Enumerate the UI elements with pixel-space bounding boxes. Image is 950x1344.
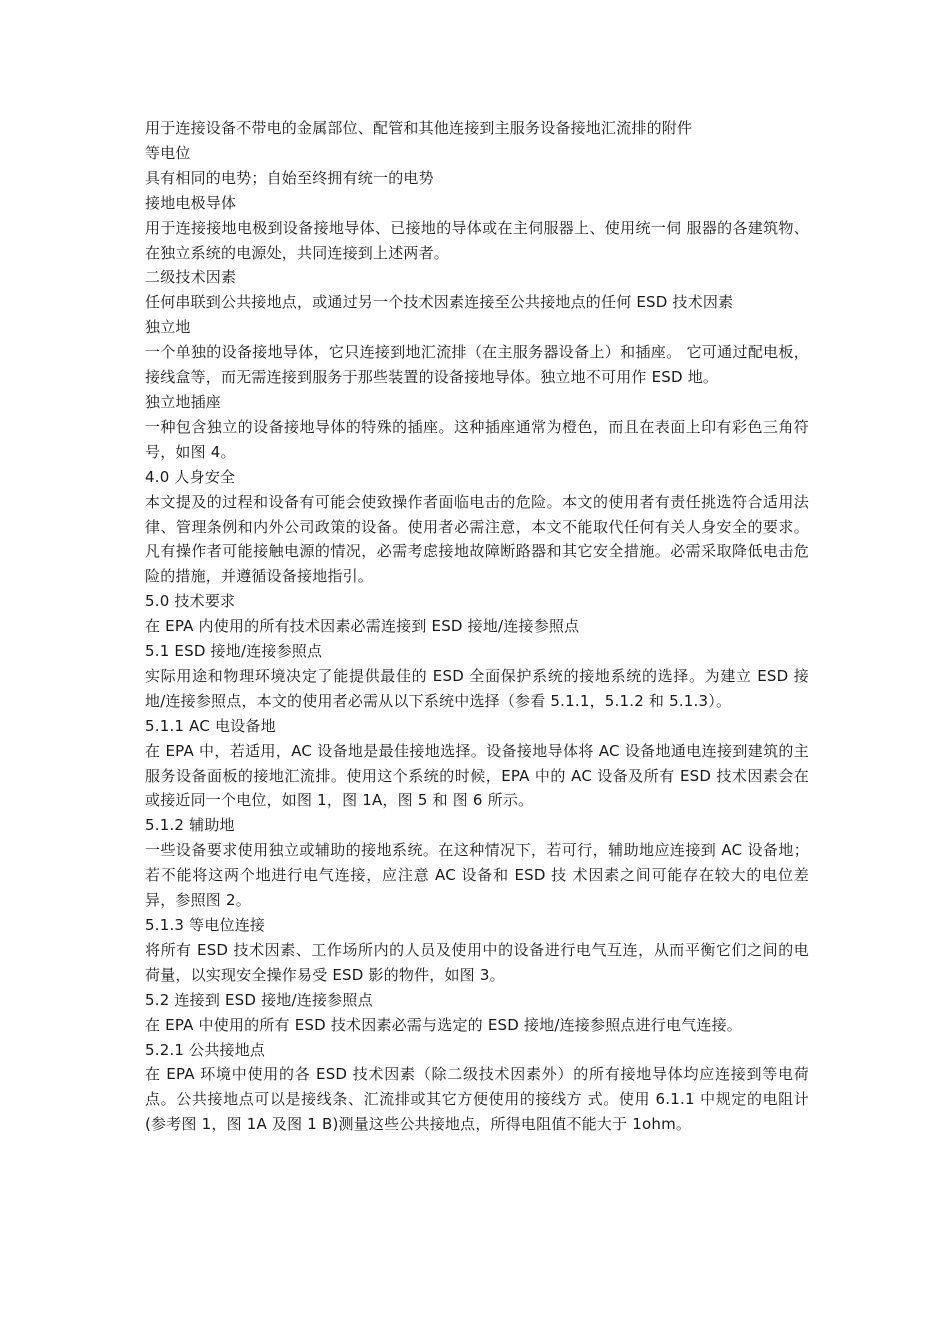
section-heading-5-1-2: 5.1.2 辅助地 bbox=[145, 816, 235, 835]
paragraph-common-ground-point: 在 EPA 环境中使用的各 ESD 技术因素（除二级技术因素外）的所有接地导体均应连接到等电荷点。公共接地点可以是接线条、汇流排或其它方便使用的接线方 式。使用 6.1.1 中规定的电阻计(参考图 1，图 1A 及图 1 B)测量这些公共接地点，所得电阻值不能大于 1ohm。 bbox=[145, 1065, 809, 1134]
paragraph-personnel-safety: 本文提及的过程和设备有可能会使致操作者面临电击的危险。本文的使用者有责任挑选符合适用法律、管理条例和内外公司政策的设备。使用者必需注意，本文不能取代任何有关人身安全的要求。凡有操作者可能接触电源的情况，必需考虑接地故障断路器和其它安全措施。必需采取降低电击危险的措施，并遵循设备接地指引。 bbox=[145, 492, 809, 586]
section-heading-5-1-1: 5.1.1 AC 电设备地 bbox=[145, 716, 276, 735]
section-heading-5-1: 5.1 ESD 接地/连接参照点 bbox=[145, 642, 323, 661]
paragraph-auxiliary-ground: 一些设备要求使用独立或辅助的接地系统。在这种情况下，若可行，辅助地应连接到 AC 设备地；若不能将这两个地进行电气连接，应注意 AC 设备和 ESD 技 术因素之间可能存在较大的电位差异，参照图 2。 bbox=[145, 841, 809, 910]
section-heading-4-0: 4.0 人身安全 bbox=[145, 467, 236, 486]
paragraph-equipotential-definition: 具有相同的电势；自始至终拥有统一的电势 bbox=[145, 168, 434, 187]
term-isolated-ground: 独立地 bbox=[145, 318, 191, 337]
paragraph-ac-equipment-ground: 在 EPA 中，若适用，AC 设备地是最佳接地选择。设备接地导体将 AC 设备地通电连接到建筑的主服务设备面板的接地汇流排。使用这个系统的时候，EPA 中的 AC 设备及所有 ESD 技术因素会在或接近同一个电位，如图 1，图 1A，图 5 和 图 6 所示。 bbox=[145, 741, 809, 810]
paragraph-technical-requirements: 在 EPA 内使用的所有技术因素必需连接到 ESD 接地/连接参照点 bbox=[145, 617, 580, 636]
paragraph-secondary-element-definition: 任何串联到公共接地点，或通过另一个技术因素连接至公共接地点的任何 ESD 技术因素 bbox=[145, 293, 734, 312]
paragraph-receptacle-definition: 一种包含独立的设备接地导体的特殊的插座。这种插座通常为橙色，而且在表面上印有彩色三角符号，如图 4。 bbox=[145, 417, 809, 461]
term-secondary-technical-element: 二级技术因素 bbox=[145, 268, 237, 287]
paragraph-grounding-electrode-definition: 用于连接接地电极到设备接地导体、已接地的导体或在主伺服器上、使用统一伺 服器的各建筑物、在独立系统的电源处，共同连接到上述两者。 bbox=[145, 218, 809, 262]
document-body bbox=[145, 116, 809, 1137]
term-grounding-electrode-conductor: 接地电极导体 bbox=[145, 193, 237, 212]
term-isolated-ground-receptacle: 独立地插座 bbox=[145, 392, 222, 411]
section-heading-5-2: 5.2 连接到 ESD 接地/连接参照点 bbox=[145, 990, 373, 1009]
section-heading-5-0: 5.0 技术要求 bbox=[145, 592, 236, 611]
section-heading-5-2-1: 5.2.1 公共接地点 bbox=[145, 1040, 266, 1059]
term-equipotential: 等电位 bbox=[145, 143, 191, 162]
paragraph-connection-requirement: 在 EPA 中使用的所有 ESD 技术因素必需与选定的 ESD 接地/连接参照点进行电气连接。 bbox=[145, 1015, 742, 1034]
paragraph-equipotential-bonding: 将所有 ESD 技术因素、工作场所内的人员及使用中的设备进行电气互连，从而平衡它们之间的电荷量，以实现安全操作易受 ESD 影的物件，如图 3。 bbox=[145, 940, 809, 984]
paragraph-isolated-ground-definition: 一个单独的设备接地导体，它只连接到地汇流排（在主服务器设备上）和插座。 它可通过配电板，接线盒等，而无需连接到服务于那些装置的设备接地导体。独立地不可用作 ESD 地。 bbox=[145, 343, 809, 387]
section-heading-5-1-3: 5.1.3 等电位连接 bbox=[145, 916, 266, 934]
paragraph-accessory-definition: 用于连接设备不带电的金属部位、配管和其他连接到主服务设备接地汇流排的附件 bbox=[145, 119, 693, 137]
paragraph-ground-reference-selection: 实际用途和物理环境决定了能提供最佳的 ESD 全面保护系统的接地系统的选择。为建立 ESD 接地/连接参照点，本文的使用者必需从以下系统中选择（参看 5.1.1，5.1.2 和 5.1.3）。 bbox=[145, 666, 809, 710]
